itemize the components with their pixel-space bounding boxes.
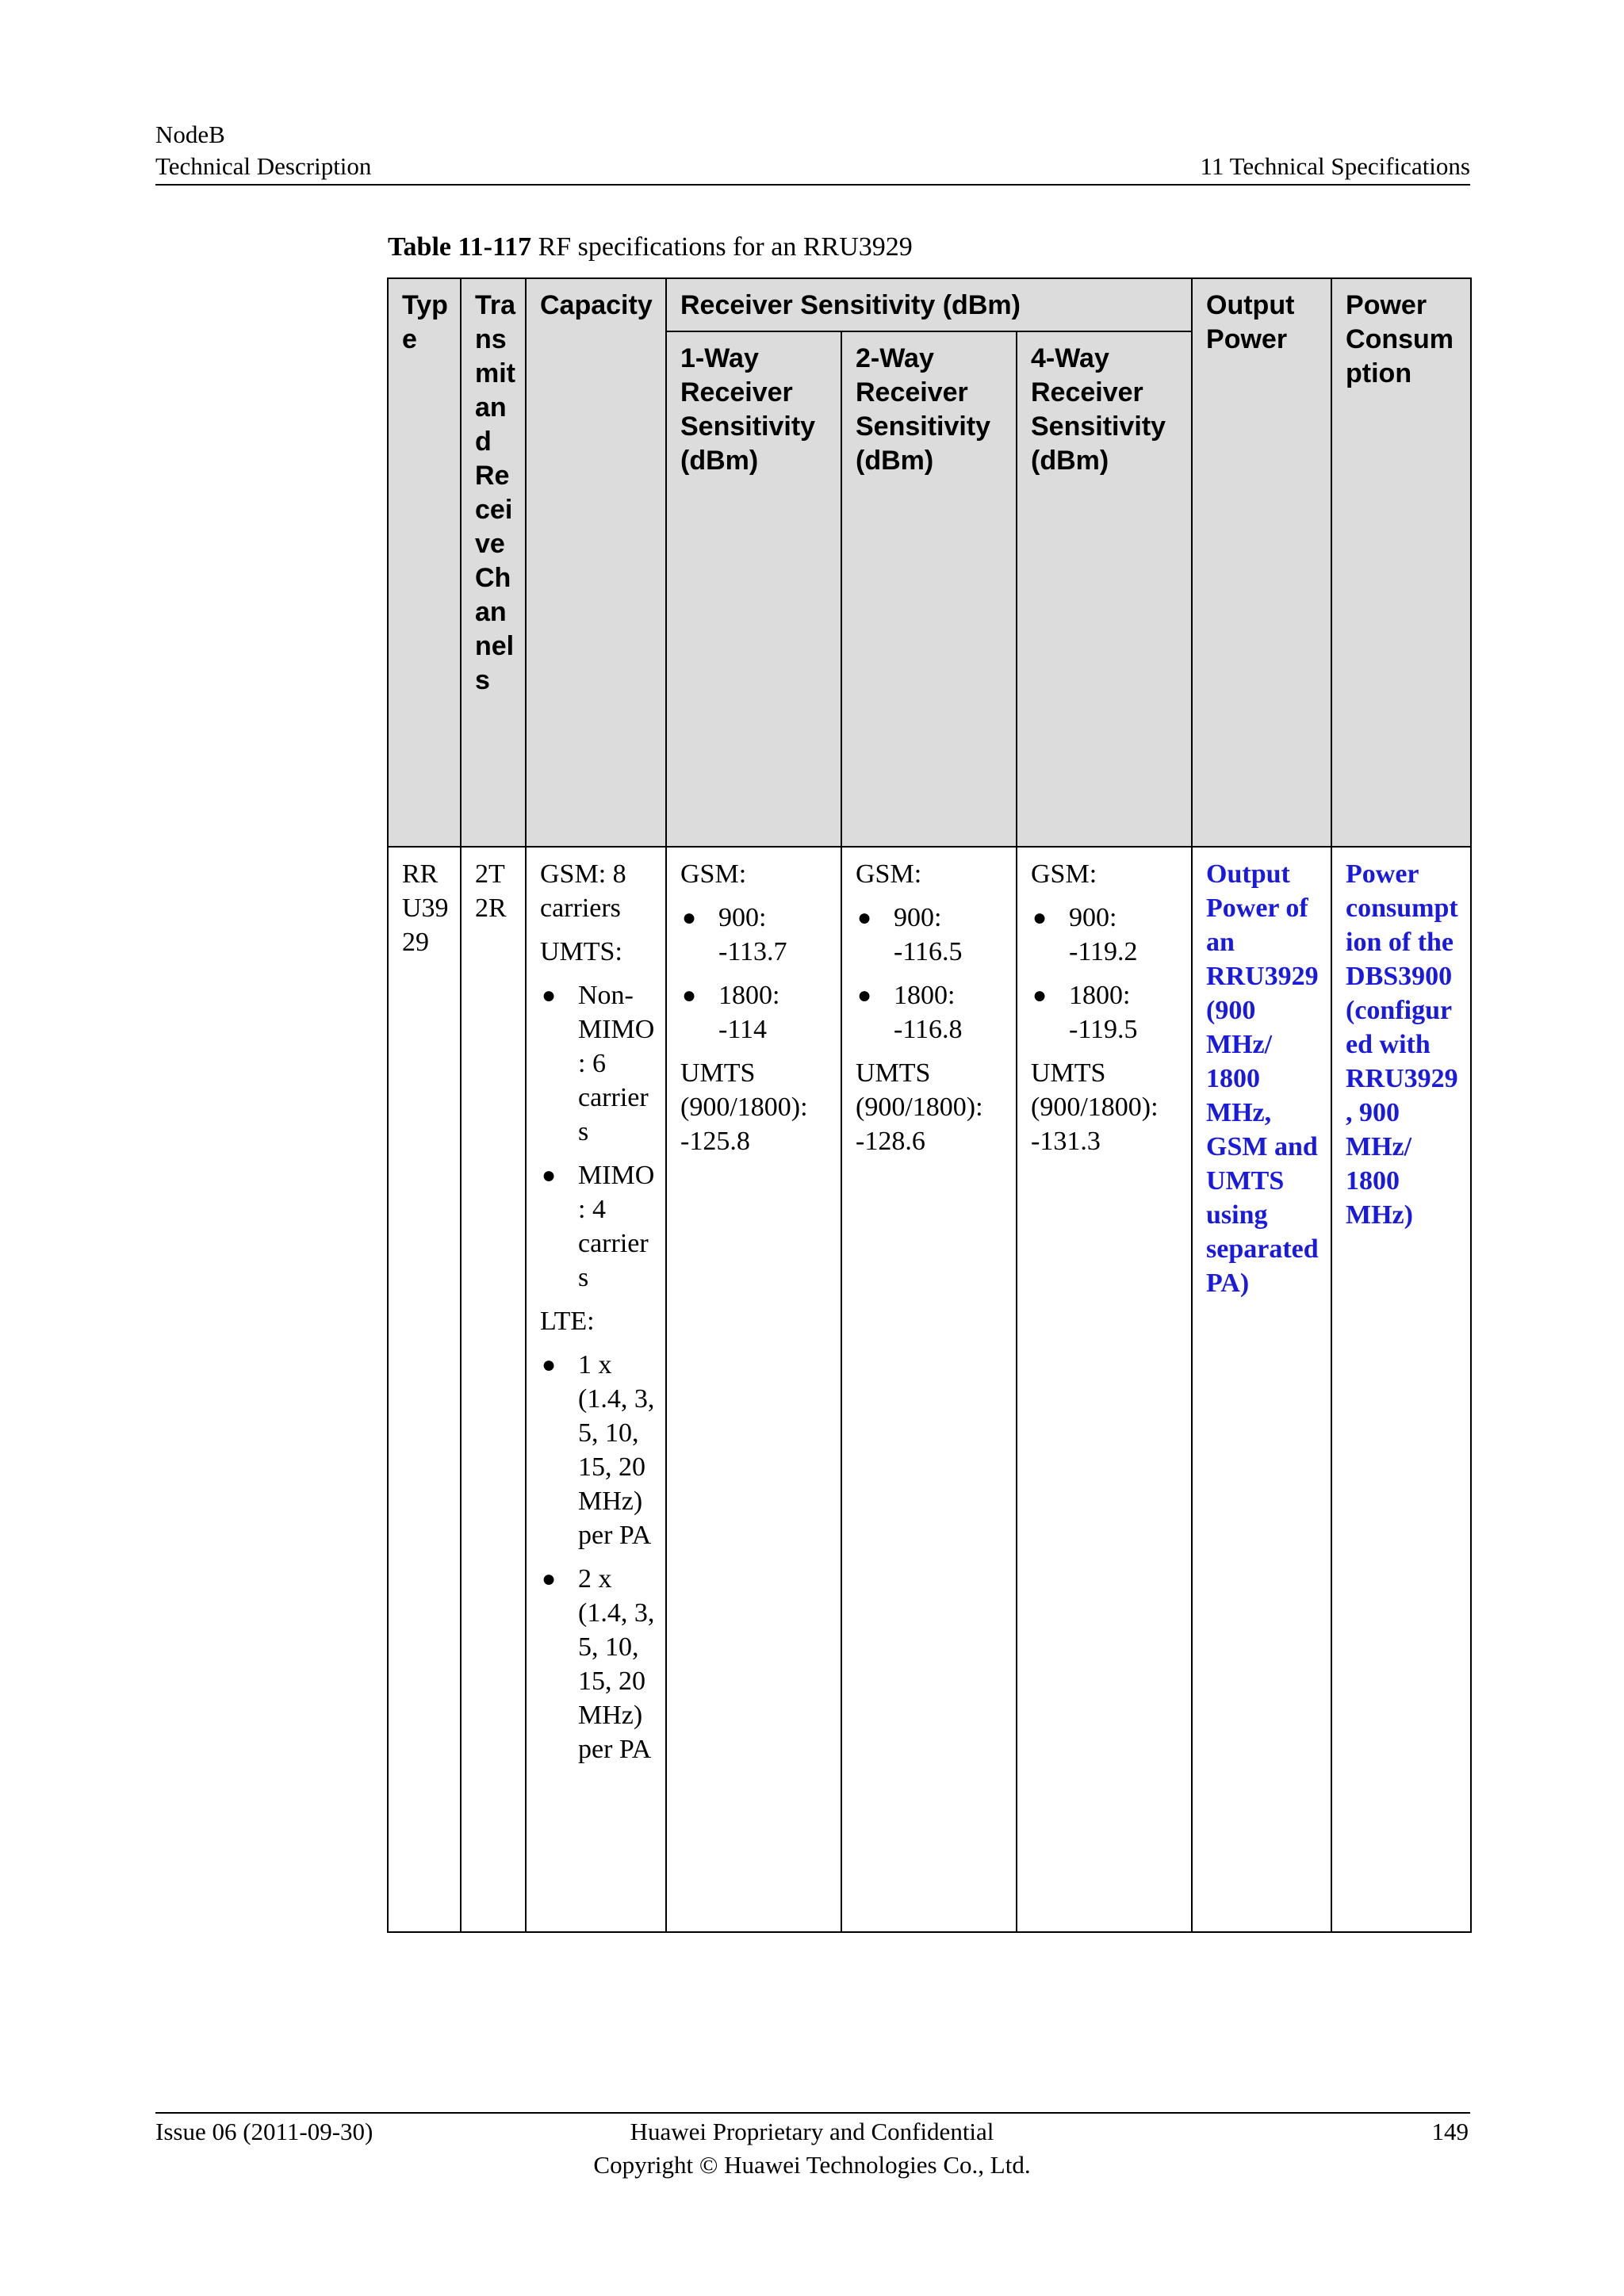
running-header bbox=[155, 151, 1470, 182]
cell-channels: 2T2R bbox=[461, 847, 526, 1932]
header-section: 11 Technical Specifications bbox=[1200, 152, 1470, 180]
cell-one-way bbox=[666, 847, 841, 1932]
footer-page-number: 149 bbox=[1431, 2118, 1469, 2145]
capacity-lte-list bbox=[540, 1348, 657, 1766]
rf-spec-table bbox=[387, 277, 1472, 1933]
col-header-channels: Transmit and Receive Channels bbox=[461, 278, 526, 847]
cell-power-consumption bbox=[1331, 847, 1471, 1932]
caption-label: Table 11-117 bbox=[388, 232, 532, 262]
footer-center bbox=[0, 2115, 1624, 2182]
col-header-type: Type bbox=[388, 278, 461, 847]
cell-type: RRU3929 bbox=[388, 847, 461, 1932]
footer-proprietary: Huawei Proprietary and Confidential bbox=[630, 2118, 994, 2145]
capacity-umts-list bbox=[540, 978, 657, 1295]
header-rule bbox=[155, 184, 1470, 186]
footer-rule bbox=[155, 2112, 1470, 2114]
list-item: ● 2 x (1.4, 3, 5, 10, 15, 20 MHz) per PA bbox=[540, 1562, 657, 1766]
col-header-sensitivity: Receiver Sensitivity (dBm) bbox=[666, 278, 1192, 331]
list-item: ● 1800: -114 bbox=[680, 978, 833, 1047]
two-way-umts: UMTS (900/1800): -128.6 bbox=[856, 1058, 983, 1156]
cell-output-power bbox=[1192, 847, 1331, 1932]
capacity-lte-label: LTE: bbox=[540, 1307, 595, 1336]
power-consumption-link[interactable]: Power consumption of the DBS3900 (configured with RRU3929, 900 MHz/ 1800 MHz) bbox=[1346, 859, 1458, 1230]
one-way-gsm-label: GSM: bbox=[680, 859, 747, 889]
col-header-output-power: Output Power bbox=[1192, 278, 1331, 847]
col-header-power-consumption: Power Consumption bbox=[1331, 278, 1471, 847]
col-header-one-way: 1-Way Receiver Sensitivity (dBm) bbox=[666, 331, 841, 847]
list-item: ● 1 x (1.4, 3, 5, 10, 15, 20 MHz) per PA bbox=[540, 1348, 657, 1552]
four-way-list bbox=[1031, 901, 1183, 1047]
list-item: ● 1800: -119.5 bbox=[1031, 978, 1183, 1047]
list-item: ● 900: -116.5 bbox=[856, 901, 1008, 969]
four-way-umts: UMTS (900/1800): -131.3 bbox=[1031, 1058, 1159, 1156]
cell-capacity bbox=[526, 847, 666, 1932]
list-item: ● Non-MIMO: 6 carriers bbox=[540, 978, 657, 1149]
header-product: NodeB bbox=[155, 121, 225, 148]
caption-text: RF specifications for an RRU3929 bbox=[531, 232, 913, 262]
list-item: ● 1800: -116.8 bbox=[856, 978, 1008, 1047]
two-way-gsm-label: GSM: bbox=[856, 859, 922, 889]
four-way-gsm-label: GSM: bbox=[1031, 859, 1097, 889]
footer-copyright: Copyright © Huawei Technologies Co., Ltd. bbox=[593, 2151, 1031, 2179]
table-caption bbox=[388, 232, 913, 263]
two-way-list bbox=[856, 901, 1008, 1047]
list-item: ● 900: -119.2 bbox=[1031, 901, 1183, 969]
cell-four-way bbox=[1017, 847, 1192, 1932]
one-way-list bbox=[680, 901, 833, 1047]
header-doc-title: Technical Description bbox=[155, 152, 372, 180]
capacity-gsm: GSM: 8 carriers bbox=[540, 859, 626, 923]
table-row bbox=[388, 847, 1471, 1932]
col-header-four-way: 4-Way Receiver Sensitivity (dBm) bbox=[1017, 331, 1192, 847]
cell-two-way bbox=[841, 847, 1017, 1932]
capacity-umts-label: UMTS: bbox=[540, 937, 622, 966]
list-item: ● 900: -113.7 bbox=[680, 901, 833, 969]
col-header-two-way: 2-Way Receiver Sensitivity (dBm) bbox=[841, 331, 1017, 847]
one-way-umts: UMTS (900/1800): -125.8 bbox=[680, 1058, 808, 1156]
list-item: ● MIMO: 4 carriers bbox=[540, 1158, 657, 1295]
footer-issue: Issue 06 (2011-09-30) bbox=[155, 2118, 373, 2145]
col-header-capacity: Capacity bbox=[526, 278, 666, 847]
output-power-link[interactable]: Output Power of an RRU3929 (900 MHz/ 1800 MHz, GSM and UMTS using separated PA) bbox=[1206, 859, 1319, 1298]
